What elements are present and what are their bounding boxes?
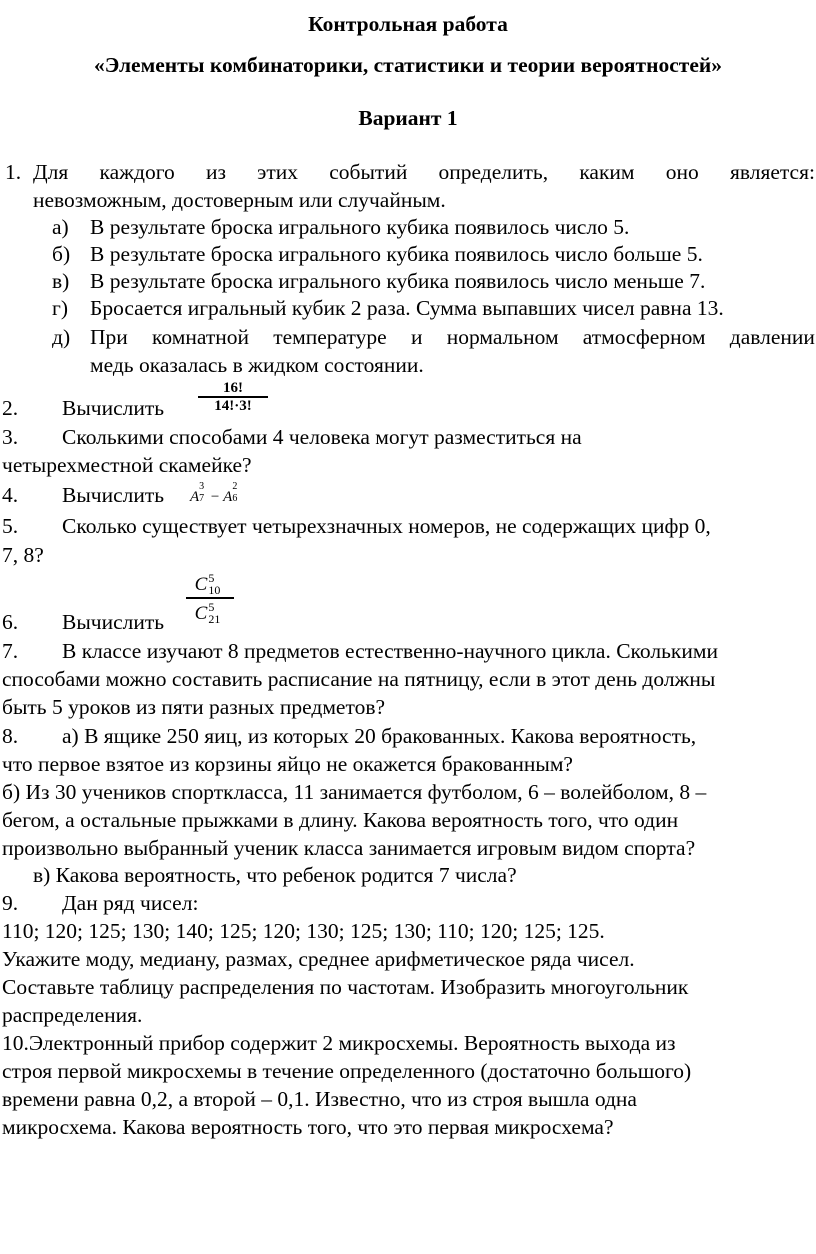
q7-line2: способами можно составить расписание на пятницу, если в этот день должны [2, 667, 716, 691]
q5-number: 5. [2, 514, 19, 538]
q1-item-e-line1-word: температуре [273, 325, 387, 349]
q1-line1 [33, 158, 815, 186]
q1-line1-word: является: [729, 160, 815, 184]
q1-item-e-line1-word: При [90, 325, 128, 349]
q8-c-line1: в) Какова вероятность, что ребенок родится 7 числа? [33, 863, 517, 887]
q10-line3: времени равна 0,2, а второй – 0,1. Известно, что из строя вышла одна [2, 1087, 637, 1111]
q6-num-sub: 10 [208, 583, 221, 597]
q4-number: 4. [2, 483, 19, 507]
q6-numerator [195, 570, 226, 597]
q1-line1-word: Для [33, 160, 69, 184]
q8-a-line1: а) В ящике 250 яиц, из которых 20 бракованных. Какова вероятность, [62, 724, 697, 748]
q1-item-e-line1-word: давлении [729, 325, 815, 349]
document-title: Контрольная работа [308, 12, 508, 36]
q9-line4: Составьте таблицу распределения по частотам. Изобразить многоугольник [2, 975, 689, 999]
q1-number: 1. [5, 160, 22, 184]
q4-minus: − [210, 489, 220, 505]
q1-line1-word: оно [665, 160, 699, 184]
q1-line1-word: каким [579, 160, 635, 184]
q2-fraction [198, 380, 268, 414]
q1-item-d-text: Бросается игральный кубик 2 раза. Сумма выпавших чисел равна 13. [90, 296, 724, 320]
q3-line1: Сколькими способами 4 человека могут разместиться на [62, 425, 582, 449]
q1-line2: невозможным, достоверным или случайным. [33, 188, 446, 212]
q1-item-e-line1-word: нормальном [446, 325, 559, 349]
q8-b-line3: произвольно выбранный ученик класса занимается игровым видом спорта? [2, 836, 696, 860]
q4-expression [190, 481, 240, 507]
q1-item-e-mark: д) [52, 325, 71, 349]
q4-text: Вычислить [62, 483, 165, 507]
q4-a1: A [190, 489, 200, 505]
q7-number: 7. [2, 639, 19, 663]
q1-line1-word: событий [329, 160, 408, 184]
q6-num-c: C [194, 574, 208, 595]
q6-den-sub: 21 [208, 611, 221, 626]
variant-heading: Вариант 1 [358, 106, 458, 130]
q4-a2-sup: 2 [232, 481, 238, 492]
q1-item-e-line1-word: комнатной [152, 325, 249, 349]
q1-item-e-line2: медь оказалась в жидком состоянии. [90, 353, 424, 377]
q1-line1-word: из [205, 160, 226, 184]
q4-a1-sub: 7 [199, 493, 205, 504]
q1-line1-word: определить, [438, 160, 549, 184]
q10-line2: строя первой микросхемы в течение определенного (достаточно большого) [2, 1059, 692, 1083]
q1-item-d-mark: г) [52, 296, 68, 320]
q8-number: 8. [2, 724, 19, 748]
q6-den-sup: 5 [208, 599, 215, 614]
q9-line5: распределения. [2, 1003, 143, 1027]
q1-item-b-mark: б) [52, 242, 71, 266]
q6-text: Вычислить [62, 610, 165, 634]
q2-text: Вычислить [62, 396, 165, 420]
q7-line3: быть 5 уроков из пяти разных предметов? [2, 695, 386, 719]
q2-numerator: 16! [223, 380, 243, 396]
q4-a2-sub: 6 [232, 493, 238, 504]
q6-number: 6. [2, 610, 19, 634]
q9-series: 110; 120; 125; 130; 140; 125; 120; 130; 125; 130; 110; 120; 125; 125. [2, 919, 605, 943]
q5-line1: Сколько существует четырехзначных номеров, не содержащих цифр 0, [62, 514, 711, 538]
q5-line2: 7, 8? [2, 543, 44, 567]
q6-num-sup: 5 [208, 571, 215, 585]
q1-item-c-text: В результате броска игрального кубика появилось число меньше 7. [90, 269, 706, 293]
q9-number: 9. [2, 891, 19, 915]
q1-item-e-line1 [90, 323, 815, 351]
q2-denominator: 14!·3! [214, 397, 252, 414]
q1-item-b-text: В результате броска игрального кубика появилось число больше 5. [90, 242, 703, 266]
q6-den-c: C [194, 602, 208, 624]
q2-number: 2. [2, 396, 19, 420]
q6-fraction [186, 570, 234, 626]
q9-line3: Укажите моду, медиану, размах, среднее арифметическое ряда чисел. [2, 947, 635, 971]
document-subtitle: «Элементы комбинаторики, статистики и теории вероятностей» [93, 53, 723, 77]
q4-a2: A [223, 489, 233, 505]
q8-a-line2: что первое взятое из корзины яйцо не окажется бракованным? [2, 752, 573, 776]
q6-denominator [195, 599, 226, 626]
q1-line1-word: каждого [99, 160, 175, 184]
q7-line1: В классе изучают 8 предметов естественно-научного цикла. Сколькими [62, 639, 718, 663]
q1-item-a-mark: а) [52, 215, 69, 239]
q9-line1: Дан ряд чисел: [62, 891, 199, 915]
q10-line1: 10.Электронный прибор содержит 2 микросхемы. Вероятность выхода из [2, 1031, 676, 1055]
q8-b-line2: бегом, а остальные прыжками в длину. Какова вероятность того, что один [2, 808, 679, 832]
q10-line4: микросхема. Какова вероятность того, что это первая микросхема? [2, 1115, 614, 1139]
q1-item-c-mark: в) [52, 269, 70, 293]
q3-line2: четырехместной скамейке? [2, 453, 252, 477]
q1-item-e-line1-word: и [410, 325, 423, 349]
q1-item-a-text: В результате броска игрального кубика появилось число 5. [90, 215, 630, 239]
q8-b-line1: б) Из 30 учеников спорткласса, 11 занимается футболом, 6 – волейболом, 8 – [2, 780, 707, 804]
q1-item-e-line1-word: атмосферном [582, 325, 706, 349]
q4-a1-sup: 3 [199, 481, 205, 492]
q3-number: 3. [2, 425, 19, 449]
q1-line1-word: этих [257, 160, 299, 184]
